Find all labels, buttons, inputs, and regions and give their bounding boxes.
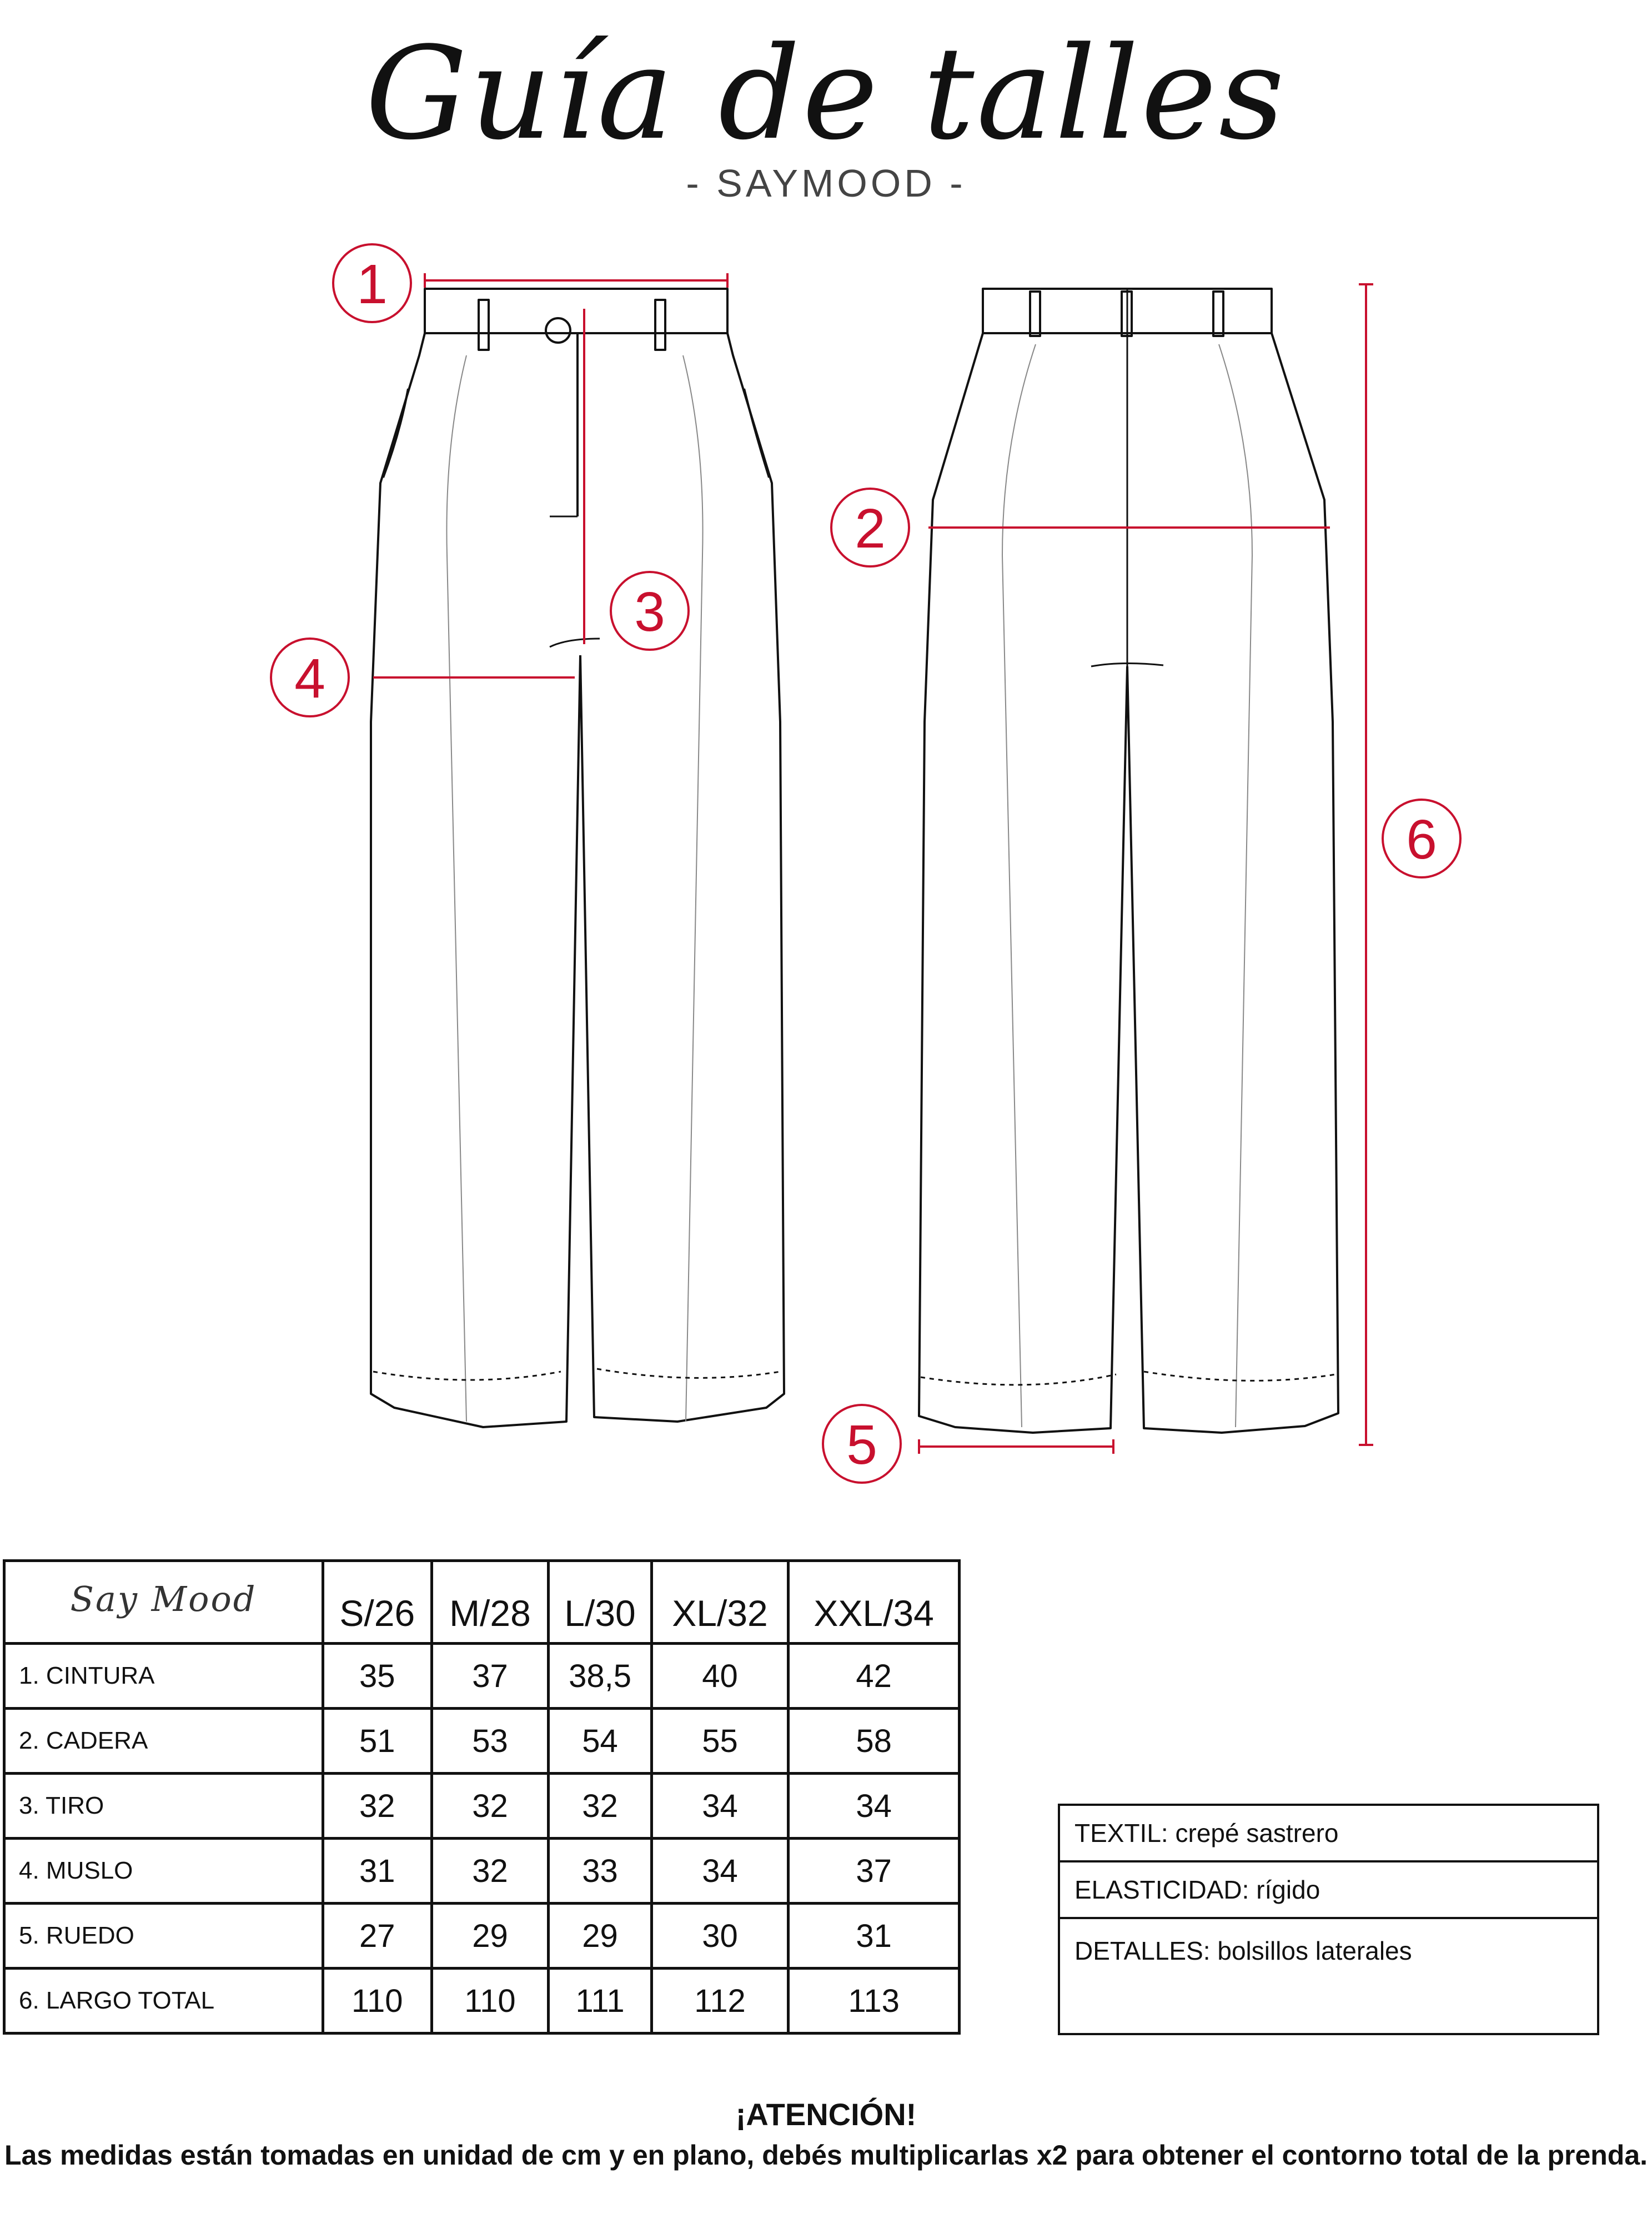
notice-text: Las medidas están tomadas en unidad de cm y en plano, debés multiplicarlas x2 para obtener el contorno total de la prenda. — [4, 2140, 1648, 2171]
table-cell: 51 — [323, 1709, 432, 1774]
marker-3 — [611, 572, 689, 650]
row-label: 4. MUSLO — [4, 1839, 323, 1904]
table-row — [4, 1839, 960, 1904]
marker-1 — [333, 244, 411, 322]
table-row — [4, 1904, 960, 1969]
marker-5-label: 5 — [846, 1414, 877, 1476]
size-column-header: L/30 — [549, 1561, 651, 1644]
detail-row-textil — [1059, 1805, 1598, 1861]
measure-line-5 — [919, 1439, 1113, 1454]
marker-6-label: 6 — [1406, 809, 1437, 871]
size-table-header-row — [4, 1561, 960, 1644]
row-label: 5. RUEDO — [4, 1904, 323, 1969]
table-cell: 32 — [323, 1774, 432, 1839]
table-cell: 27 — [323, 1904, 432, 1969]
detail-cell — [1059, 1861, 1598, 1918]
table-cell: 29 — [549, 1904, 651, 1969]
table-cell: 58 — [789, 1709, 960, 1774]
row-label: 6. LARGO TOTAL — [4, 1969, 323, 2034]
table-cell: 32 — [549, 1774, 651, 1839]
table-cell: 34 — [789, 1774, 960, 1839]
table-cell: 111 — [549, 1969, 651, 2034]
detail-value: rígido — [1256, 1875, 1320, 1904]
table-cell: 34 — [651, 1839, 789, 1904]
logo-cell — [4, 1561, 323, 1644]
table-row — [4, 1969, 960, 2034]
table-cell: 55 — [651, 1709, 789, 1774]
table-cell: 113 — [789, 1969, 960, 2034]
table-row — [4, 1644, 960, 1709]
table-cell: 29 — [431, 1904, 549, 1969]
fabric-details-table — [1058, 1804, 1599, 2035]
detail-value: crepé sastrero — [1175, 1819, 1339, 1847]
table-cell: 40 — [651, 1644, 789, 1709]
table-row — [4, 1774, 960, 1839]
marker-1-label: 1 — [356, 253, 388, 315]
brand-subtitle: - SAYMOOD - — [686, 162, 966, 205]
table-cell: 42 — [789, 1644, 960, 1709]
marker-5 — [823, 1405, 901, 1483]
table-cell: 37 — [431, 1644, 549, 1709]
size-table — [3, 1559, 961, 2035]
measure-line-6 — [1359, 284, 1373, 1445]
table-cell: 53 — [431, 1709, 549, 1774]
table-cell: 38,5 — [549, 1644, 651, 1709]
marker-3-label: 3 — [634, 581, 665, 643]
table-cell: 33 — [549, 1839, 651, 1904]
table-cell: 112 — [651, 1969, 789, 2034]
size-column-header: M/28 — [431, 1561, 549, 1644]
table-row — [4, 1709, 960, 1774]
row-label: 3. TIRO — [4, 1774, 323, 1839]
table-cell: 110 — [431, 1969, 549, 2034]
row-label: 1. CINTURA — [4, 1644, 323, 1709]
table-cell: 37 — [789, 1839, 960, 1904]
table-cell: 32 — [431, 1839, 549, 1904]
detail-label: ELASTICIDAD: — [1074, 1875, 1249, 1904]
table-cell: 35 — [323, 1644, 432, 1709]
marker-6 — [1383, 800, 1460, 877]
table-cell: 110 — [323, 1969, 432, 2034]
marker-4 — [271, 639, 349, 716]
brand-logo: Say Mood — [70, 1579, 257, 1619]
front-view-pants — [371, 289, 784, 1427]
detail-cell — [1059, 1918, 1598, 2034]
table-cell: 54 — [549, 1709, 651, 1774]
size-column-header: S/26 — [323, 1561, 432, 1644]
detail-label: DETALLES: — [1074, 1936, 1211, 1965]
marker-2 — [831, 489, 909, 566]
table-cell: 30 — [651, 1904, 789, 1969]
size-column-header: XXL/34 — [789, 1561, 960, 1644]
page-title: Guía de talles — [365, 20, 1287, 168]
table-cell: 31 — [789, 1904, 960, 1969]
detail-label: TEXTIL: — [1074, 1819, 1168, 1847]
detail-value: bolsillos laterales — [1217, 1936, 1412, 1965]
marker-2-label: 2 — [855, 498, 886, 560]
table-cell: 31 — [323, 1839, 432, 1904]
back-view-pants — [919, 289, 1338, 1433]
notice-title: ¡ATENCIÓN! — [735, 2097, 917, 2132]
detail-cell — [1059, 1805, 1598, 1861]
size-column-header: XL/32 — [651, 1561, 789, 1644]
row-label: 2. CADERA — [4, 1709, 323, 1774]
table-cell: 34 — [651, 1774, 789, 1839]
table-cell: 32 — [431, 1774, 549, 1839]
measure-line-1 — [425, 273, 727, 288]
detail-row-detalles — [1059, 1918, 1598, 2034]
detail-row-elasticidad — [1059, 1861, 1598, 1918]
marker-4-label: 4 — [294, 647, 325, 710]
